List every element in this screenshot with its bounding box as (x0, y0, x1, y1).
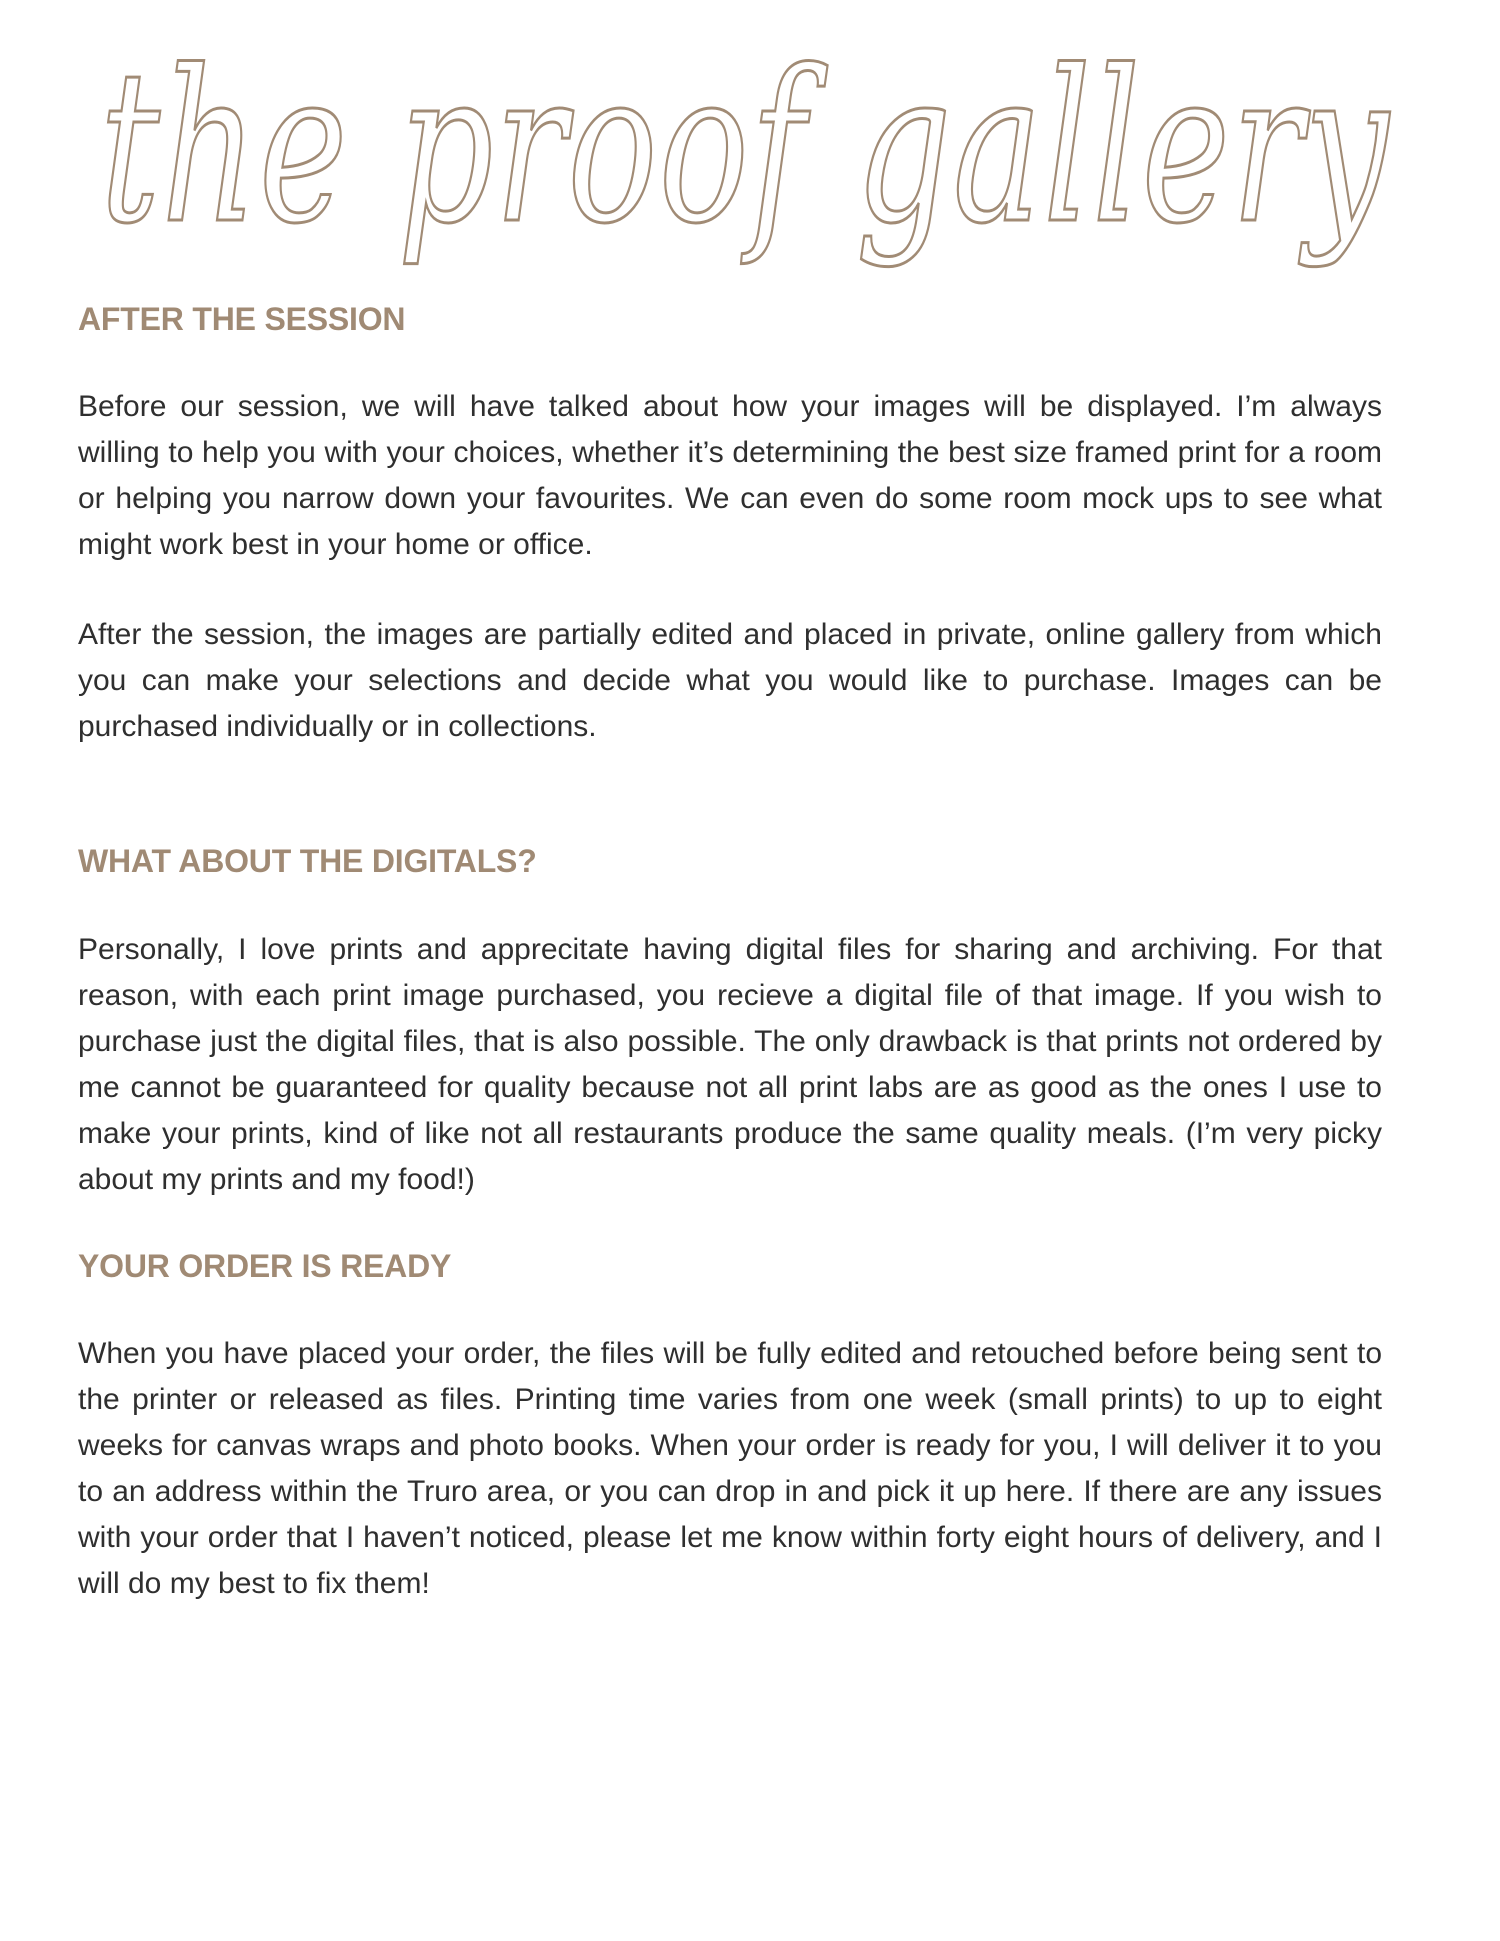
section-digitals (78, 842, 1382, 1202)
document-body (78, 300, 1382, 1607)
paragraph: After the session, the images are partially edited and placed in private, online gallery from which you can make your selections and decide what you would like to purchase. Images can be purchased individually or in collections. (78, 618, 1382, 744)
paragraph: Before our session, we will have talked about how your images will be displayed. I’m always willing to help you with your choices, whether it’s determining the best size framed print for a room or helping you narrow down your favourites. We can even do some room mock ups to see what might work best in your home or office. (78, 390, 1382, 562)
section-after-session (78, 300, 1382, 750)
section-order-ready (78, 1247, 1382, 1607)
section-heading: WHAT ABOUT THE DIGITALS? (78, 843, 537, 880)
section-heading: AFTER THE SESSION (78, 301, 406, 337)
title-text: the proof gallery (100, 25, 1391, 270)
paragraph: When you have placed your order, the files will be fully edited and retouched before being sent to the printer or released as files. Printing time varies from one week (small prints) to up to eight weeks for canvas wraps and photo books. When your order is ready for you, I will deliver it to you to an address within the Truro area, or you can drop in and pick it up here. If there are any issues with your order that I haven’t noticed, please let me know within forty eight hours of delivery, and I will do my best to fix them! (78, 1337, 1382, 1601)
section-heading: YOUR ORDER IS READY (78, 1247, 452, 1284)
paragraph: Personally, I love prints and apprecitate having digital files for sharing and archiving. For that reason, with each print image purchased, you recieve a digital file of that image. If you wish to purchase just the digital files, that is also possible. The only drawback is that prints not ordered by me cannot be guaranteed for quality because not all print labs are as good as the ones I use to make your prints, kind of like not all restaurants produce the same quality meals. (I’m very picky about my prints and my food!) (78, 932, 1382, 1196)
